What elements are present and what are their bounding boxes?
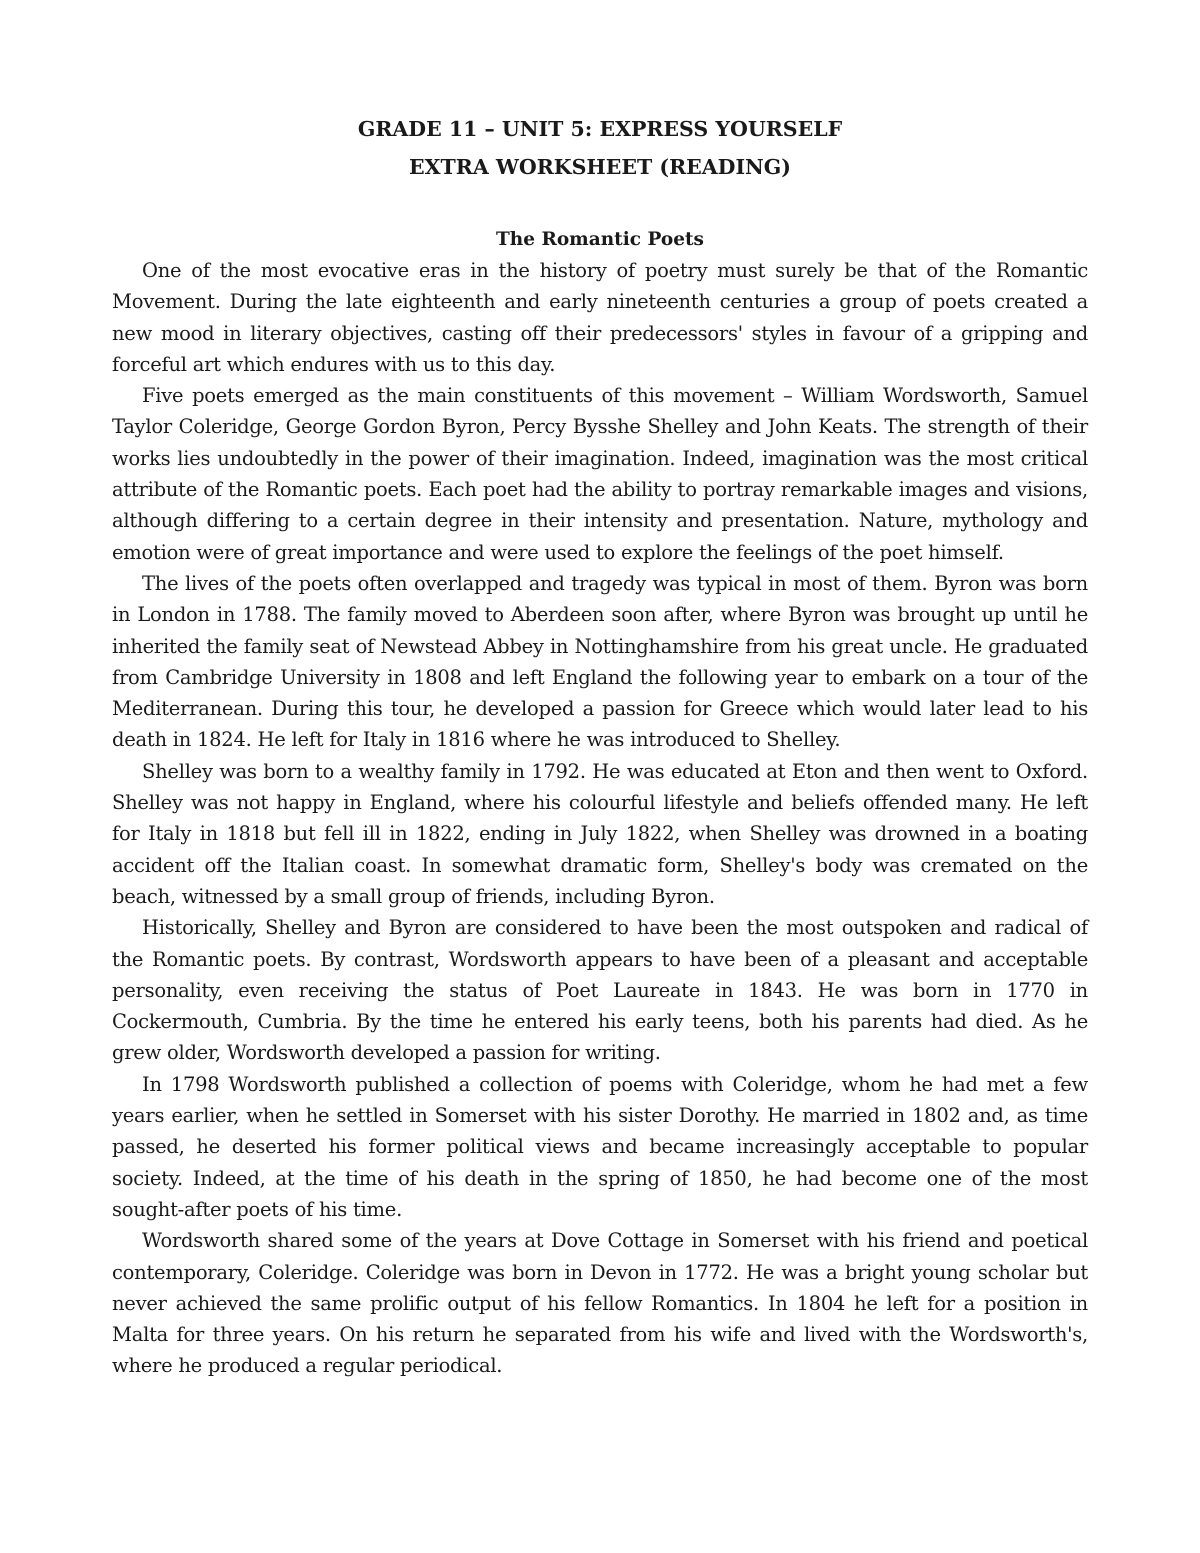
article-title: The Romantic Poets: [496, 229, 704, 250]
paragraph-3: The lives of the poets often overlapped and tragedy was typical in most of them. Byron was born in London in 1788. The family moved to Aberdeen soon after, where Byron was brought up until he inherited the family seat of Newstead Abbey in Nottinghamshire from his great uncle. He graduated from Cambridge University in 1808 and left England the following year to embark on a tour of the Mediterranean. During this tour, he developed a passion for Greece which would later lead to his death in 1824. He left for Italy in 1816 where he was introduced to Shelley.: [112, 571, 1088, 752]
worksheet-title: GRADE 11 – UNIT 5: EXPRESS YOURSELF: [357, 117, 843, 141]
worksheet-page: [112, 110, 1088, 1382]
paragraph-5: Historically, Shelley and Byron are considered to have been the most outspoken and radical of the Romantic poets. By contrast, Wordsworth appears to have been of a pleasant and acceptable personality, even receiving the status of Poet Laureate in 1843. He was born in 1770 in Cockermouth, Cumbria. By the time he entered his early teens, both his parents had died. As he grew older, Wordsworth developed a passion for writing.: [112, 916, 1088, 1065]
worksheet-header: [112, 110, 1088, 186]
worksheet-subtitle: EXTRA WORKSHEET (READING): [409, 155, 791, 179]
paragraph-7: Wordsworth shared some of the years at Dove Cottage in Somerset with his friend and poetical contemporary, Coleridge. Coleridge was born in Devon in 1772. He was a bright young scholar but never achieved the same prolific output of his fellow Romantics. In 1804 he left for a position in Malta for three years. On his return he separated from his wife and lived with the Wordsworth's, where he produced a regular periodical.: [112, 1229, 1088, 1378]
paragraph-4: Shelley was born to a wealthy family in 1792. He was educated at Eton and then went to Oxford. Shelley was not happy in England, where his colourful lifestyle and beliefs offended many. He left for Italy in 1818 but fell ill in 1822, ending in July 1822, when Shelley was drowned in a boating accident off the Italian coast. In somewhat dramatic form, Shelley's body was cremated on the beach, witnessed by a small group of friends, including Byron.: [112, 759, 1088, 908]
paragraph-2: Five poets emerged as the main constituents of this movement – William Wordsworth, Samuel Taylor Coleridge, George Gordon Byron, Percy Bysshe Shelley and John Keats. The strength of their works lies undoubtedly in the power of their imagination. Indeed, imagination was the most critical attribute of the Romantic poets. Each poet had the ability to portray remarkable images and visions, although differing to a certain degree in their intensity and presentation. Nature, mythology and emotion were of great importance and were used to explore the feelings of the poet himself.: [112, 384, 1088, 564]
paragraph-6: In 1798 Wordsworth published a collection of poems with Coleridge, whom he had met a few years earlier, when he settled in Somerset with his sister Dorothy. He married in 1802 and, as time passed, he deserted his former political views and became increasingly acceptable to popular society. Indeed, at the time of his death in the spring of 1850, he had become one of the most sought-after poets of his time.: [112, 1072, 1088, 1221]
paragraph-1: One of the most evocative eras in the history of poetry must surely be that of the Romantic Movement. During the late eighteenth and early nineteenth centuries a group of poets created a new mood in literary objectives, casting off their predecessors' styles in favour of a gripping and forceful art which endures with us to this day.: [112, 259, 1088, 376]
reading-article: [112, 224, 1088, 1382]
